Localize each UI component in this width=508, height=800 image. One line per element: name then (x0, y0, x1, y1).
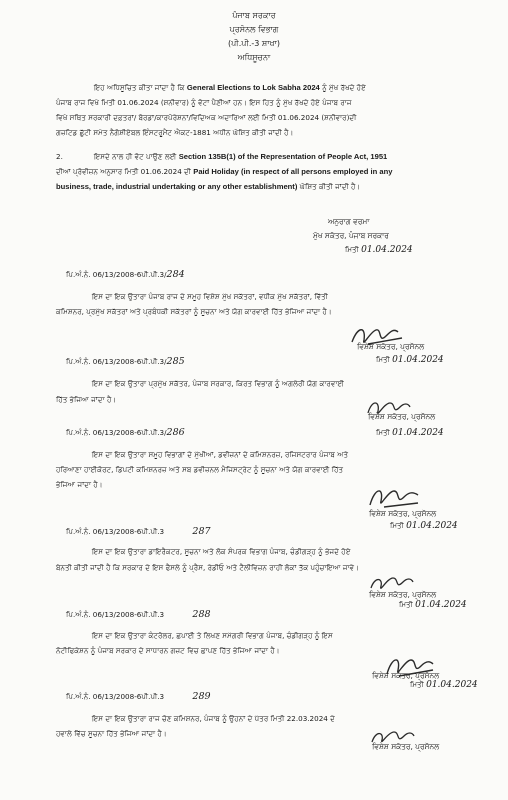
endorsement-designation: ਵਿਸ਼ੇਸ਼ ਸਕੱਤਰ, ਪ੍ਰਸੋਨਲ (368, 412, 436, 421)
endorsement-ref-text: ਪਿ.ਅੰ.ਨੰ. 06/13/2008-6ਪੀ.ਪੀ.3 (66, 610, 165, 619)
endorsement-designation: ਵਿਸ਼ੇਸ਼ ਸਕੱਤਰ, ਪ੍ਰਸੋਨਲ (369, 509, 437, 518)
date-value: 01.04.2024 (361, 245, 413, 255)
endorsement-ref-text: ਪਿ.ਅੰ.ਨੰ. 06/13/2008-6ਪੀ.ਪੀ.3/ (66, 270, 167, 279)
header-branch: (ਪੀ.ਪੀ.-3 ਸ਼ਾਖਾ) (228, 39, 280, 48)
endorsement-date (376, 355, 444, 365)
endorsement-ref-number: 289 (192, 691, 211, 702)
header-department: ਪ੍ਰਸੋਨਲ ਵਿਭਾਗ (229, 25, 279, 34)
endorsement-line: ਹਵਾਲੇ ਵਿੱਚ ਸੂਚਨਾ ਹਿੱਤ ਭੇਜਿਆ ਜਾਂਦਾ ਹੈ। (56, 729, 167, 738)
date-value: 01.04.2024 (415, 600, 467, 610)
endorsement-line: ਇਸ ਦਾ ਇਕ ਉਤਾਰਾ ਸਮੂਹ ਵਿਭਾਗਾਂ ਦੇ ਮੁੱਖੀਆਂ, ਡਵੀਜ਼ਨਾਂ ਦੇ ਕਮਿਸ਼ਨਰਜ਼, ਰਜਿਸਟਰਾਰ ਪੰਜਾਬ ਅਤੇ (92, 450, 349, 459)
endorsement-date (390, 521, 458, 531)
endorsement-ref-text: ਪਿ.ਅੰ.ਨੰ. 06/13/2008-6ਪੀ.ਪੀ.3 (66, 527, 165, 536)
endorsement-date (410, 680, 478, 690)
endorsement-ref (66, 609, 211, 620)
endorsement-ref-number: 288 (192, 609, 211, 620)
endorsement-date (376, 428, 444, 438)
endorsement-line: ਇਸ ਦਾ ਇਕ ਉਤਾਰਾ ਕੰਟਰੋਲਰ, ਛਪਾਈ ਤੇ ਲਿਖਣ ਸਮੱਗਰੀ ਵਿਭਾਗ ਪੰਜਾਬ, ਚੰਡੀਗੜ੍ਹ ਨੂੰ ਇਸ (92, 631, 333, 640)
endorsement-ref-number: 285 (166, 356, 185, 367)
para2-en-text: Section 135B(1) of the Representation of People Act, 1951 (178, 152, 388, 161)
date-label: ਮਿਤੀ (345, 245, 359, 254)
endorsement-ref-text: ਪਿ.ਅੰ.ਨੰ. 06/13/2008-6ਪੀ.ਪੀ.3 (66, 692, 165, 701)
endorsement-ref (66, 269, 185, 280)
para2-line2 (56, 166, 392, 177)
signatory-designation: ਮੁੱਖ ਸਕੱਤਰ, ਪੰਜਾਬ ਸਰਕਾਰ (313, 231, 389, 240)
endorsement-designation: ਵਿਸ਼ੇਸ਼ ਸਕੱਤਰ, ਪ੍ਰਸੋਨਲ (372, 742, 440, 751)
endorsement-ref-number: 286 (166, 427, 185, 438)
endorsement-line: ਇਸ ਦਾ ਇਕ ਉਤਾਰਾ ਪੰਜਾਬ ਰਾਜ ਦੇ ਸਮੂਹ ਵਿਸ਼ੇਸ਼ ਮੁੱਖ ਸਕੱਤਰਾਂ, ਵਧੀਕ ਮੁੱਖ ਸਕੱਤਰਾਂ, ਵਿੱਤੀ (92, 292, 328, 301)
endorsement-ref-text: ਪਿ.ਅੰ.ਨੰ. 06/13/2008-6ਪੀ.ਪੀ.3/ (66, 357, 167, 366)
endorsement-line: ਇਸ ਦਾ ਇਕ ਉਤਾਰਾ ਡਾਇਰੈਕਟਰ, ਸੂਚਨਾ ਅਤੇ ਲੋਕ ਸੰਪਰਕ ਵਿਭਾਗ ਪੰਜਾਬ, ਚੰਡੀਗੜ੍ਹ ਨੂੰ ਭੇਜਦੇ ਹੋਏ (92, 547, 351, 556)
para2-line1 (94, 151, 387, 162)
header-notification: ਅਧਿਸੂਚਨਾ (237, 53, 271, 62)
endorsement-line: ਕਮਿਸ਼ਨਰ, ਪ੍ਰਮੁੱਖ ਸਕੱਤਰਾਂ ਅਤੇ ਪ੍ਰਬੰਧਕੀ ਸਕੱਤਰਾਂ ਨੂੰ ਸੂਚਨਾ ਅਤੇ ਯੋਗ ਕਾਰਵਾਈ ਹਿੱਤ ਭੇਜਿਆ ਜਾਂਦਾ ਹੈ। (56, 307, 332, 316)
para1-line1 (94, 82, 366, 93)
endorsement-ref (66, 356, 185, 367)
para2-en-text-3: business, trade, industrial undertaking or any other establishment) (56, 182, 298, 191)
date-label: ਮਿਤੀ (376, 428, 390, 437)
endorsement-designation: ਵਿਸ਼ੇਸ਼ ਸਕੱਤਰ, ਪ੍ਰਸੋਨਲ (357, 342, 425, 351)
date-value: 01.04.2024 (392, 355, 444, 365)
endorsement-line: ਇਸ ਦਾ ਇਕ ਉਤਾਰਾ ਰਾਜ ਚੋਣ ਕਮਿਸ਼ਨਰ, ਪੰਜਾਬ ਨੂੰ ਉਹਨਾਂ ਦੇ ਪੱਤਰ ਮਿਤੀ 22.03.2024 ਦੇ (92, 714, 335, 723)
endorsement-designation: ਵਿਸ਼ੇਸ਼ ਸਕੱਤਰ, ਪ੍ਰਸੋਨਲ (372, 671, 440, 680)
main-sign-date (345, 245, 413, 255)
endorsement-ref (66, 691, 211, 702)
para2-text-3: ਘੋਸ਼ਿਤ ਕੀਤੀ ਜਾਂਦੀ ਹੈ। (297, 182, 361, 191)
para2-line3 (56, 181, 360, 192)
para1-text: ਇਹ ਅਧਿਸੂਚਿਤ ਕੀਤਾ ਜਾਂਦਾ ਹੈ ਕਿ (94, 83, 187, 92)
endorsement-ref (66, 427, 185, 438)
endorsement-designation: ਵਿਸ਼ੇਸ਼ ਸਕੱਤਰ, ਪ੍ਰਸੋਨਲ (369, 590, 437, 599)
para1-en-text: General Elections to Lok Sabha 2024 (186, 83, 320, 92)
para2-number: 2. (56, 152, 63, 161)
para1-text-2: ਨੂੰ ਮੁੱਖ ਰੱਖਦੇ ਹੋਏ (319, 83, 366, 92)
signatory-name: ਅਨੁਰਾਗ ਵਰਮਾ (328, 217, 370, 226)
endorsement-line: ਬੇਨਤੀ ਕੀਤੀ ਜਾਂਦੀ ਹੈ ਕਿ ਸਰਕਾਰ ਦੇ ਇਸ ਫੈਸਲੇ ਨੂੰ ਪ੍ਰੈਸ, ਰੇਡੀਓ ਅਤੇ ਟੈਲੀਵਿਜ਼ਨ ਰਾਹੀਂ ਲੋਕਾਂ ਤੱਕ ਪਹੁੰਚਾਇਆ ਜਾਵੇ। (56, 563, 359, 572)
endorsement-date (399, 600, 467, 610)
para2-text-2: ਦੀਆਂ ਪ੍ਰੋਵੀਜ਼ਨ ਅਨੁਸਾਰ ਮਿਤੀ 01.06.2024 ਦੀ (56, 167, 194, 176)
para2-en-text-2: Paid Holiday (in respect of all persons employed in any (193, 167, 393, 176)
endorsement-line: ਨੋਟੀਫਿਕੇਸ਼ਨ ਨੂੰ ਪੰਜਾਬ ਸਰਕਾਰ ਦੇ ਸਾਧਾਰਨ ਗਜ਼ਟ ਵਿਚ ਛਾਪਣ ਹਿੱਤ ਭੇਜਿਆ ਜਾਂਦਾ ਹੈ। (56, 646, 280, 655)
endorsement-ref (66, 526, 211, 537)
endorsement-line: ਹਿੱਤ ਭੇਜਿਆ ਜਾਂਦਾ ਹੈ। (56, 395, 117, 404)
date-label: ਮਿਤੀ (376, 355, 390, 364)
date-label: ਮਿਤੀ (390, 521, 404, 530)
para1-line2: ਪੰਜਾਬ ਰਾਜ ਵਿਖੇ ਮਿਤੀ 01.06.2024 (ਸ਼ਨੀਵਾਰ) ਨੂੰ ਵੋਟਾਂ ਪੈਣੀਆਂ ਹਨ। ਇਸ ਹਿਤ ਨੂੰ ਮੁੱਖ ਰੱਖਦੇ ਹੋਏ ਪੰਜਾਬ ਰਾਜ (56, 98, 352, 107)
endorsement-ref-number: 287 (192, 526, 211, 537)
endorsement-ref-number: 284 (166, 269, 185, 280)
endorsement-line: ਇਸ ਦਾ ਇਕ ਉਤਾਰਾ ਪ੍ਰਮੁੱਖ ਸਕੱਤਰ, ਪੰਜਾਬ ਸਰਕਾਰ, ਕਿਰਤ ਵਿਭਾਗ ਨੂੰ ਅਗਲੇਰੀ ਯੋਗ ਕਾਰਵਾਈ (92, 379, 345, 388)
header-govt: ਪੰਜਾਬ ਸਰਕਾਰ (232, 11, 276, 20)
date-value: 01.04.2024 (406, 521, 458, 531)
date-label: ਮਿਤੀ (399, 600, 413, 609)
para1-line4: ਗਜ਼ਟਿਡ ਛੁੱਟੀ ਸਮੇਤ ਨੈਗੋਸ਼ੀਏਬਲ ਇੰਸਟਰੂਮੈਂਟ ਐਕਟ-1881 ਅਧੀਨ ਘੋਸ਼ਿਤ ਕੀਤੀ ਜਾਂਦੀ ਹੈ। (56, 128, 294, 137)
endorsement-line: ਭੇਜਿਆ ਜਾਂਦਾ ਹੈ। (56, 480, 103, 489)
date-value: 01.04.2024 (392, 428, 444, 438)
endorsement-line: ਹਰਿਆਣਾ ਹਾਈਕੋਰਟ, ਡਿਪਟੀ ਕਮਿਸ਼ਨਰਜ਼ ਅਤੇ ਸਬ ਡਵੀਜ਼ਨਲ ਮੈਜਿਸਟ੍ਰੇਟ ਨੂੰ ਸੂਚਨਾ ਅਤੇ ਯੋਗ ਕਾਰਵਾਈ ਹਿੱਤ (56, 465, 344, 474)
para1-line3: ਵਿਖੇ ਸਥਿਤ ਸਰਕਾਰੀ ਦਫ਼ਤਰਾਂ/ ਬੋਰਡਾਂ/ਕਾਰਪੋਰੇਸ਼ਨਾਂ/ਵਿਦਿਅਕ ਅਦਾਰਿਆਂ ਲਈ ਮਿਤੀ 01.06.2024 (ਸ਼ਨੀਵਾਰ)ਦੀ (56, 113, 357, 122)
para2-text: ਇਸਦੇ ਨਾਲ ਹੀ ਵੋਟ ਪਾਉਣ ਲਈ (94, 152, 179, 161)
date-value: 01.04.2024 (426, 680, 478, 690)
endorsement-ref-text: ਪਿ.ਅੰ.ਨੰ. 06/13/2008-6ਪੀ.ਪੀ.3/ (66, 428, 167, 437)
date-label: ਮਿਤੀ (410, 680, 424, 689)
